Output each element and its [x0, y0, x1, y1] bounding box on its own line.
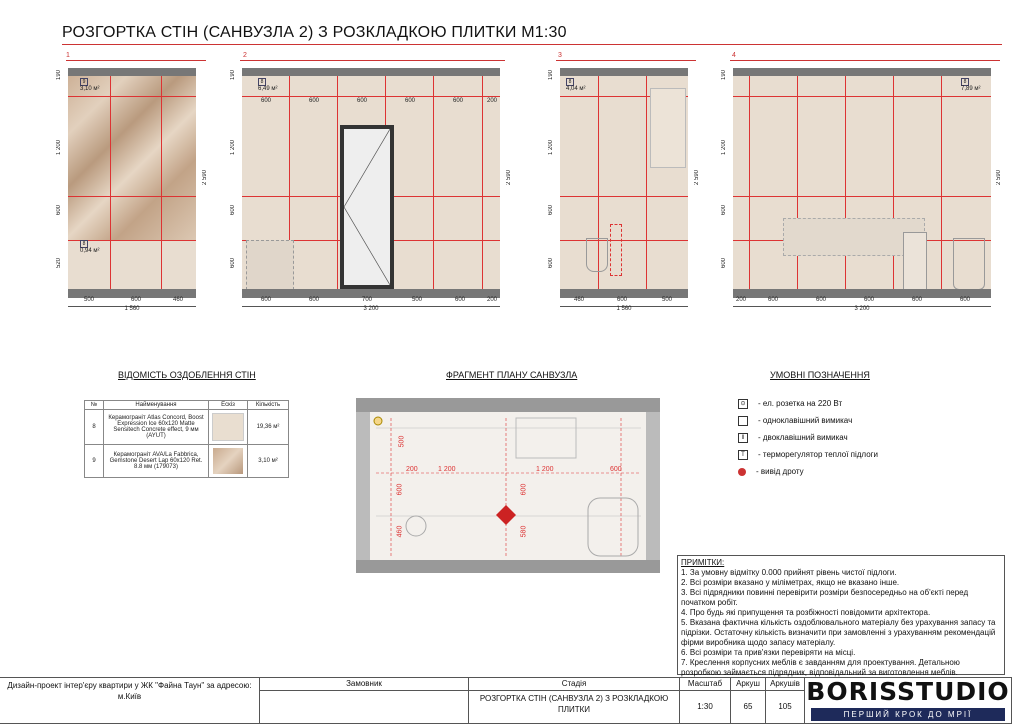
thermostat-icon: T — [738, 450, 748, 460]
elevation-4-wall: 8 7,89 м² — [733, 68, 991, 298]
double-switch-icon: ‖ — [738, 433, 748, 443]
elevation-3-number: 3 — [558, 52, 562, 59]
dim: 1 200 — [721, 140, 727, 156]
note-item: 1. За умовну відмітку 0.000 прийнят рівень чистої підлоги. — [681, 568, 897, 577]
sheet-label: Аркуш — [730, 677, 766, 691]
note-item: 2. Всі розміри вказано у міліметрах, якщо не вказано інше. — [681, 578, 900, 587]
dim: 2 590 — [506, 170, 512, 186]
scale-value: 1:30 — [679, 690, 731, 724]
elevation-1-area-bottom: 0,94 м² — [80, 248, 100, 254]
elevation-4-dims: 200 600 600 600 600 600 — [735, 297, 971, 303]
plan-dim: 580 — [520, 525, 528, 538]
elevation-3-line — [556, 60, 696, 61]
project-name: Дизайн-проект інтер'єру квартири у ЖК "Файна Таун" за адресою: м.Київ — [0, 677, 260, 724]
socket-icon: ⊙ — [738, 399, 748, 409]
title-underline — [62, 44, 1002, 45]
client-value — [259, 690, 469, 724]
marble-swatch — [213, 448, 243, 474]
wire-outlet-icon — [738, 468, 746, 476]
dim: 1 200 — [548, 140, 554, 156]
elevation-2-dims: 600 600 700 500 600 200 — [260, 297, 498, 303]
single-switch-icon — [738, 416, 748, 426]
finishes-table — [84, 400, 289, 478]
elevation-3-total: 1 560 — [616, 306, 632, 312]
elevation-1-total: 1 560 — [124, 306, 140, 312]
install-frame — [610, 224, 622, 276]
note-item: 6. Всі розміри та прив'язки перевіряти на місці. — [681, 648, 856, 657]
notes-title: ПРИМІТКИ: — [681, 558, 725, 567]
elevation-4-area: 7,89 м² — [961, 86, 981, 92]
table-header: Ескіз — [209, 401, 248, 410]
cabinet — [246, 240, 294, 290]
notes-box — [677, 555, 1005, 675]
legend-item: - вивід дроту — [738, 467, 804, 476]
bathroom-plan — [356, 398, 660, 573]
brand-logo — [804, 677, 1012, 724]
elevation-2-wall: 8 6,49 м² 600 600 600 600 600 200 — [242, 68, 500, 298]
toilet — [586, 238, 608, 272]
legend-title: УМОВНІ ПОЗНАЧЕННЯ — [770, 370, 870, 380]
elevation-1-number: 1 — [66, 52, 70, 59]
brand-name: BORISSTUDIO — [806, 677, 1010, 706]
dim: 1 200 — [230, 140, 236, 156]
dim: 600 — [721, 205, 727, 216]
dim: 2 590 — [202, 170, 208, 186]
client-label: Замовник — [259, 677, 469, 691]
note-item: 4. Про будь які припущення та розбіжності повідомити архітектора. — [681, 608, 931, 617]
scale-label: Масштаб — [679, 677, 731, 691]
plan-dim: 500 — [398, 435, 406, 448]
elevation-2-number: 2 — [243, 52, 247, 59]
elevation-4-total: 3 200 — [854, 306, 870, 312]
legend-item: T - терморегулятор теплої підлоги — [738, 450, 878, 460]
glass-door — [340, 125, 394, 289]
plan-dim: 1 200 — [536, 466, 554, 473]
sheet-title: РОЗГОРТКА СТІН (САНВУЗЛА 2) З РОЗКЛАДКОЮ ПЛИТКИ — [468, 690, 680, 724]
elevation-2-area: 6,49 м² — [258, 86, 278, 92]
dim: 190 — [548, 70, 554, 81]
elevation-1-dims: 500 600 460 — [83, 297, 184, 303]
sheet-value: 65 — [730, 690, 766, 724]
dim: 190 — [721, 70, 727, 81]
elevation-3-dims: 460 600 500 — [573, 297, 673, 303]
legend-item: - одноклавішний вимикач — [738, 416, 852, 426]
elevation-1-line — [66, 60, 206, 61]
elevation-4-number: 4 — [732, 52, 736, 59]
elevation-2-line — [240, 60, 505, 61]
dim: 2 590 — [694, 170, 700, 186]
plan-dim: 200 — [406, 466, 418, 473]
plan-dim: 600 — [396, 483, 404, 496]
dim: 600 — [230, 258, 236, 269]
elevation-4-line — [730, 60, 1000, 61]
dim: 2 590 — [996, 170, 1002, 186]
table-row: 9 Керамограніт AVA/La Fabbrica, Gemstone Desert Lap 60x120 Ret. 8.8 мм (179073) 3,10 м² — [85, 445, 289, 478]
elevation-1-wall: 9 3,10 м² 8 0,94 м² — [68, 68, 196, 298]
plan-dim: 600 — [610, 466, 622, 473]
dim: 600 — [230, 205, 236, 216]
legend-item: ⊙ - ел. розетка на 220 Вт — [738, 399, 842, 409]
plan-title: ФРАГМЕНТ ПЛАНУ САНВУЗЛА — [446, 370, 578, 380]
mirror-cabinet — [650, 88, 686, 168]
plan-dim: 600 — [520, 483, 528, 496]
sheets-label: Аркушів — [765, 677, 805, 691]
elevation-3-wall: 8 4,04 м² — [560, 68, 688, 298]
sheets-value: 105 — [765, 690, 805, 724]
page-title: РОЗГОРТКА СТІН (САНВУЗЛА 2) З РОЗКЛАДКОЮ ПЛИТКИ М1:30 — [62, 24, 567, 41]
table-header: № — [85, 401, 104, 410]
elevation-3-area: 4,04 м² — [566, 86, 586, 92]
brand-slogan: ПЕРШИЙ КРОК ДО МРІЇ — [811, 708, 1005, 721]
plan-dim: 460 — [396, 525, 404, 538]
plan-dim: 1 200 — [438, 466, 456, 473]
dim: 600 — [548, 258, 554, 269]
finishes-title: ВІДОМІСТЬ ОЗДОБЛЕННЯ СТІН — [118, 370, 256, 380]
elevation-2-top-dims: 600 600 600 600 600 200 — [260, 98, 498, 104]
stage-label: Стадія — [468, 677, 680, 691]
dim: 600 — [721, 258, 727, 269]
table-row: 8 Керамограніт Atlas Concord, Boost Expression Ice 60x120 Matte Sensitech Concrete effect, 9 мм (AYUT) 19,36 м² — [85, 410, 289, 445]
dim: 190 — [230, 70, 236, 81]
dim: 600 — [56, 205, 62, 216]
title-block — [0, 677, 1024, 724]
table-header: Кількість — [248, 401, 289, 410]
table-header: Найменування — [104, 401, 209, 410]
dim: 520 — [56, 258, 62, 269]
legend-item: ‖ - двоклавішний вимикач — [738, 433, 848, 443]
dim: 600 — [548, 205, 554, 216]
dim: 190 — [56, 70, 62, 81]
note-item: 3. Всі підрядники повинні перевірити розміри безпосередньо на об'єкті перед початком робіт. — [681, 588, 969, 607]
note-item: 5. Вказана фактична кількість оздоблювального матеріалу без урахування запасу та підрізки. Остаточну кількість визначити при замовленні з урахуванням рекомендацій фірми виробника щодо запасу матеріалу. — [681, 618, 996, 647]
tile-swatch — [212, 413, 244, 441]
elevation-1-area-top: 3,10 м² — [80, 86, 100, 92]
note-item: 7. Креслення корпусних меблів є завданням для проектування. Детальною розробкою займається підрядник, відповідальний за виготовлення меблів. — [681, 658, 960, 677]
dim: 1 200 — [56, 140, 62, 156]
radiator — [903, 232, 927, 290]
bathtub — [953, 238, 985, 290]
elevation-2-total: 3 200 — [363, 306, 379, 312]
